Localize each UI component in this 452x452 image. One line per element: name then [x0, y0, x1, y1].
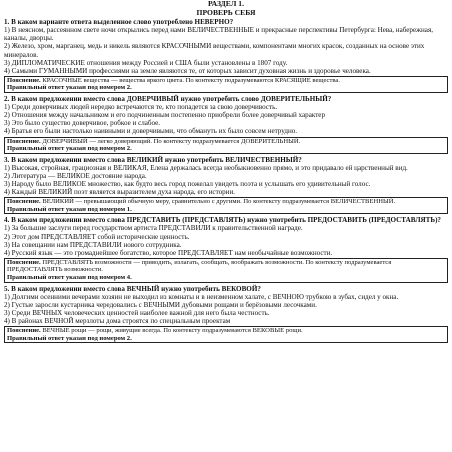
- question-text: В каком варианте ответа выделенное слово употреблено НЕВЕРНО?: [11, 18, 234, 27]
- option-item: 4) Русский язык — это громаднейшее богатство, которое ПРЕДСТАВЛЯЕТ нам необычайные возможности.: [4, 248, 333, 257]
- explanation-box: [4, 76, 448, 93]
- section-title: РАЗДЕЛ 1.: [208, 0, 244, 8]
- question-number: 4.: [4, 216, 10, 225]
- question-block: [4, 285, 448, 344]
- explanation-text: ПРЕДСТАВЛЯТЬ возможности — приводить, излагать, сообщать, воображать возможности. По контексту подразумевается ПРЕДОСТАВЛЯТЬ возможности.: [7, 258, 392, 274]
- explanation-text: ВЕЧНЫЕ рощи — рощи, живущие всегда. По контексту подразумеваются ВЕКОВЫЕ рощи.: [42, 327, 303, 335]
- option-item: 3) На совещании нам ПРЕДСТАВИЛИ нового сотрудника.: [4, 240, 182, 249]
- explanation-box: [4, 258, 448, 283]
- answer-text: Правильный ответ указан под номером 1.: [7, 205, 132, 213]
- question-number: 3.: [4, 155, 10, 164]
- explanation-term: Пояснение.: [7, 198, 41, 206]
- explanation-box: [4, 326, 448, 343]
- question-prompt: [4, 95, 448, 103]
- explanation-term: Пояснение.: [7, 76, 41, 84]
- question-block: [4, 18, 448, 93]
- question-prompt: [4, 216, 448, 224]
- question-number: 5.: [4, 284, 10, 293]
- question-number: 1.: [4, 18, 10, 27]
- explanation-term: Пояснение.: [7, 327, 41, 335]
- option-item: 3) Это было существо доверчивое, робкое и слабое.: [4, 119, 161, 128]
- answer-text: Правильный ответ указан под номером 2.: [7, 334, 132, 342]
- option-item: 4) Братья его были настолько наивными и доверчивыми, что обмануть их было совсем нетрудно.: [4, 127, 298, 136]
- option-item: 2) Отношения между начальником и его подчиненным постепенно приобрели более доверчивый характер: [4, 111, 325, 120]
- question-text: В каком предложении вместо слова ВЕЛИКИЙ нужно употребить ВЕЛИЧЕСТВЕННЫЙ?: [11, 155, 302, 164]
- question-text: В каком предложении вместо слова ДОВЕРЧИВЫЙ нужно употребить слово ДОВЕРИТЕЛЬНЫЙ?: [11, 95, 332, 104]
- option-item: 2) Густые заросли кустарника чередовались с ВЕЧНЫМИ дубовыми рощами и берёзовыми лесочками.: [4, 300, 317, 309]
- page-subtitle: ПРОВЕРЬ СЕБЯ: [196, 7, 256, 17]
- option-item: 3) ДИПЛОМАТИЧЕСКИЕ отношения между Россией и США были установлены в 1807 году.: [4, 58, 288, 67]
- page: [4, 0, 448, 452]
- question-prompt: [4, 18, 448, 26]
- option-item: 3) Среди ВЕЧНЫХ человеческих ценностей наиболее важной для него была честность.: [4, 308, 270, 317]
- explanation-text: ДОВЕРЧИВЫЙ — легко доверяющий. По контексту подразумевается ДОВЕРИТЕЛЬНЫЙ.: [42, 137, 301, 145]
- question-block: [4, 156, 448, 215]
- option-item: 1) За большие заслуги перед государством артиста ПРЕДСТАВИЛИ к правительственной награде.: [4, 224, 303, 233]
- option-item: 2) Этот дом ПРЕДСТАВЛЯЕТ собой исторические ценность.: [4, 232, 190, 241]
- question-block: [4, 216, 448, 282]
- option-item: 3) Народу было ВЕЛИКОЕ множество, как будто весь город пожелал увидеть поэта и услышать его удивительный голос.: [4, 179, 371, 188]
- question-block: [4, 95, 448, 154]
- explanation-term: Пояснение.: [7, 258, 41, 266]
- question-number: 2.: [4, 95, 10, 104]
- option-item: 4) Самыми ГУМАННЫМИ профессиями на земле являются те, от которых зависит духовная жизнь и здоровье человека.: [4, 66, 371, 75]
- explanation-text: КРАСОЧНЫЕ вещества — вещества яркого цвета. По контексту подразумеваются КРАСЯЩИЕ вещества.: [42, 76, 340, 84]
- option-item: 1) Долгими осенними вечерами хозяин не выходил из комнаты и в неизменном халате, с ВЕЧНОЮ трубкою в зубах, сидел у окна.: [4, 292, 399, 301]
- option-item: 1) Среди доверчивых людей нередко встречаются те, кто попадется за свою доверчивость.: [4, 103, 278, 112]
- question-text: В каком предложении вместо слова ПРЕДСТАВИТЬ (ПРЕДСТАВЛЯТЬ) нужно употребить ПРЕДОСТАВИТЬ (ПРЕДОСТАВЛЯТЬ)?: [11, 216, 441, 225]
- answer-text: Правильный ответ указан под номером 4.: [7, 274, 132, 281]
- option-item: 4) В районах ВЕЧНОЙ мерзлоты дома строятся по специальным проектам: [4, 316, 231, 325]
- explanation-text: ВЕЛИКИЙ — превышающий обычную меру, сравнительно с другими. По контексту подразумевается ВЕЛИЧЕСТВЕННЫЙ.: [42, 198, 396, 206]
- explanation-box: [4, 137, 448, 154]
- explanation-box: [4, 197, 448, 214]
- option-item: 2) Железо, хром, марганец, медь и никель являются КРАСОЧНЫМИ веществами, компонентами многих красок, созданных на основе этих минералов.: [4, 42, 425, 59]
- answer-text: Правильный ответ указан под номером 2.: [7, 84, 132, 92]
- option-item: 1) Высокая, стройная, грациозная и ВЕЛИКАЯ, Елена держалась всегда необыкновенно прямо, и это придавало ей царственный вид.: [4, 163, 408, 172]
- question-prompt: [4, 285, 448, 293]
- question-text: В каком предложении вместо слова ВЕЧНЫЙ нужно употребить ВЕКОВОЙ?: [11, 284, 261, 293]
- answer-text: Правильный ответ указан под номером 2.: [7, 145, 132, 153]
- explanation-term: Пояснение.: [7, 137, 41, 145]
- option-item: 1) В неясном, рассеянном свете ночи открылись перед нами ВЕЛИЧЕСТВЕННЫЕ и прекрасные перспективы Петербурга: Нева, набережная, каналы, дворцы.: [4, 26, 433, 43]
- option-item: 2) Литература — ВЕЛИКОЕ достояние народа.: [4, 171, 147, 180]
- question-prompt: [4, 156, 448, 164]
- option-item: 4) Каждый ВЕЛИКИЙ поэт является выразителем духа народа, его истории.: [4, 188, 236, 197]
